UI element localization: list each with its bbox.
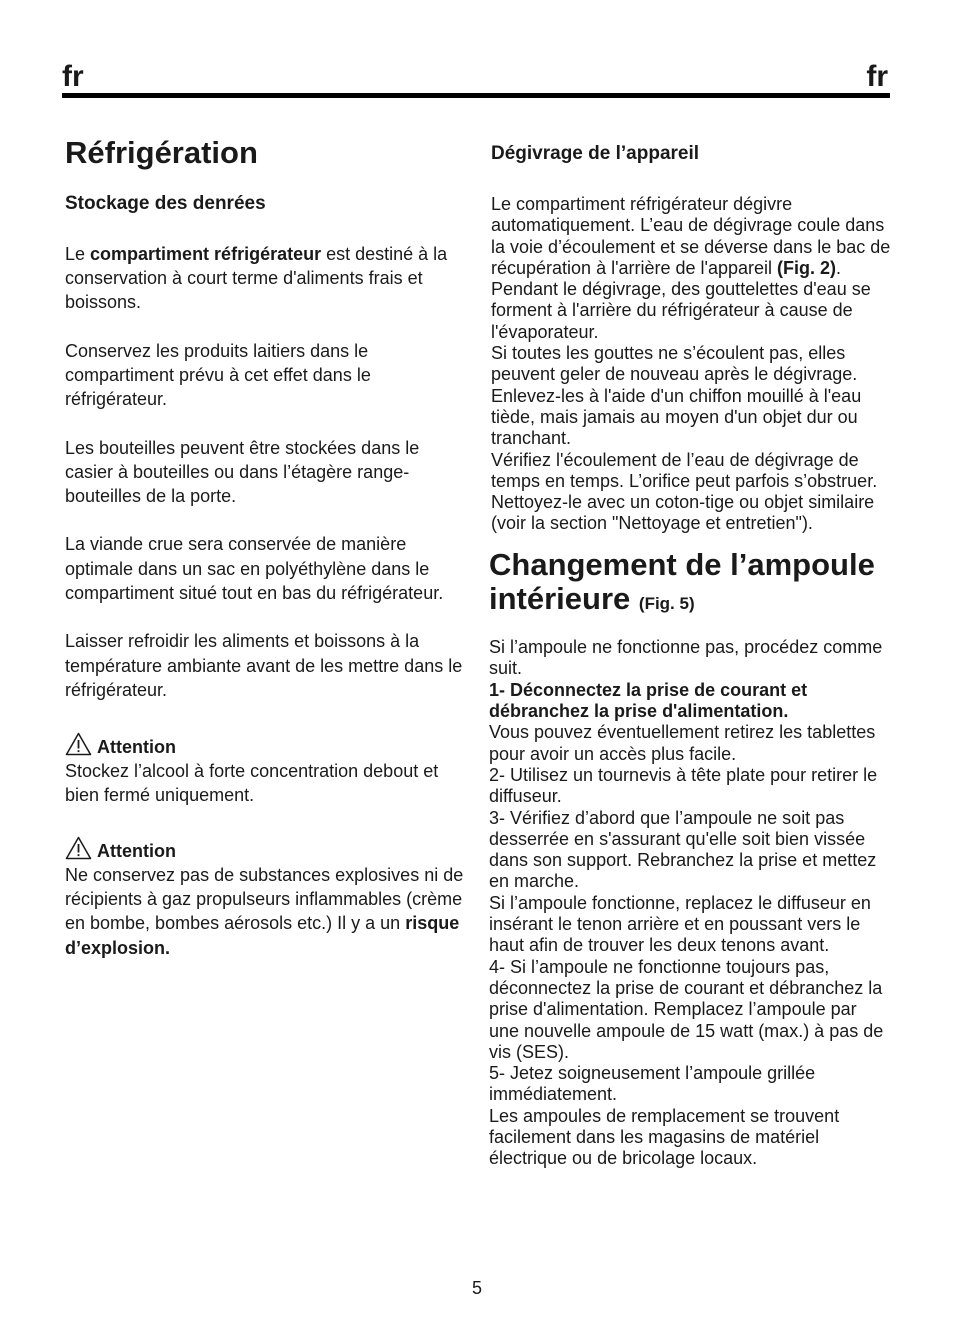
paragraph-dairy: Conservez les produits laitiers dans le compartiment prévu à cet effet dans le réfrigérateur. <box>65 340 371 410</box>
step-5: 5- Jetez soigneusement l’ampoule grillée immédiatement. <box>489 1063 816 1105</box>
paragraph-replacement-bulbs: Les ampoules de remplacement se trouvent facilement dans les magasins de matériel électrique ou de bricolage locaux. <box>489 1105 840 1169</box>
warning-explosion <box>65 836 465 960</box>
step-2: 2- Utilisez un tournevis à tête plate pour retirer le diffuseur. <box>489 764 878 807</box>
language-code-right: fr <box>866 60 888 93</box>
subtitle-defrosting: Dégivrage de l’appareil <box>491 143 700 164</box>
subtitle-food-storage: Stockage des denrées <box>65 192 266 214</box>
warning-title: Attention <box>97 840 176 861</box>
step-3: 3- Vérifiez d’abord que l’ampoule ne soit pas desserrée en s'assurant qu'elle soit bien vissée dans son support. Rebranchez la prise et mettez en marche. <box>489 807 877 892</box>
header-rule <box>62 93 890 98</box>
warning-alcohol <box>65 732 465 808</box>
warning-triangle-icon <box>65 836 92 860</box>
paragraph-frozen-drops: Si toutes les gouttes ne s’écoulent pas, elles peuvent geler de nouveau après le dégivrage. Enlevez-les à l'aide d'un chiffon mouillé à l'eau tiède, mais jamais au moyen d'un objet dur ou tranchant. <box>491 343 862 449</box>
paragraph-bulb-intro: Si l’ampoule ne fonctionne pas, procédez comme suit. <box>489 637 883 679</box>
paragraph-cooling: Laisser refroidir les aliments et boissons à la température ambiante avant de les mettre dans le réfrigérateur. <box>65 631 463 700</box>
paragraph-shelves: Vous pouvez éventuellement retirez les tablettes pour avoir un accès plus facile. <box>489 722 876 764</box>
paragraph-raw-meat: La viande crue sera conservée de manière optimale dans un sac en polyéthylène dans le compartiment situé tout en bas du réfrigérateur. <box>65 534 444 603</box>
step-4: 4- Si l’ampoule ne fonctionne toujours pas, déconnectez la prise de courant et débranchez la prise d'alimentation. Remplacez l’ampoule par une nouvelle ampoule de 15 watt (max.) à pas de vis (SES). <box>489 956 884 1062</box>
section-title-refrigeration: Réfrigération <box>65 135 258 170</box>
paragraph-drain-check: Vérifiez l'écoulement de l’eau de dégivrage de temps en temps. L’orifice peut parfois s’obstruer. Nettoyez-le avec un coton-tige ou objet similaire (voir la section "Nettoyage et entretien"). <box>491 449 878 534</box>
warning-text: Stockez l’alcool à forte concentration debout et bien fermé uniquement. <box>65 761 439 806</box>
step-1: 1- Déconnectez la prise de courant et débranchez la prise d'alimentation. <box>489 679 808 722</box>
language-code-left: fr <box>62 60 84 93</box>
paragraph-bottles: Les bouteilles peuvent être stockées dans le casier à bouteilles ou dans l’étagère range-bouteilles de la porte. <box>65 437 420 507</box>
section-title-bulb-change: Changement de l’ampoule intérieure (Fig. 5) <box>489 546 875 617</box>
right-column <box>489 130 891 1170</box>
paragraph-replace-diffuser: Si l’ampoule fonctionne, replacez le diffuseur en insérant le tenon arrière et en poussant vers le haut afin de trouver les deux tenons avant. <box>489 892 871 956</box>
warning-title: Attention <box>97 737 176 758</box>
warning-triangle-icon <box>65 732 92 756</box>
paragraph-defrost-auto: Le compartiment réfrigérateur dégivre automatiquement. L’eau de dégivrage coule dans la voie d’écoulement et se déverse dans le bac de récupération à l'arrière de l'appareil (Fig. 2). <box>491 194 891 278</box>
left-column <box>65 130 465 960</box>
paragraph-droplets: Pendant le dégivrage, des gouttelettes d'eau se forment à l'arrière du réfrigérateur à cause de l'évaporateur. <box>491 279 871 342</box>
paragraph-fridge-compartment: Le compartiment réfrigérateur est destiné à la conservation à court terme d'aliments frais et boissons. <box>65 243 448 313</box>
page-number: 5 <box>471 1278 482 1298</box>
warning-text: Ne conservez pas de substances explosives ni de récipients à gaz propulseurs inflammables (crème en bombe, bombes aérosols etc.) Il y a un risque d’explosion. <box>65 864 464 958</box>
